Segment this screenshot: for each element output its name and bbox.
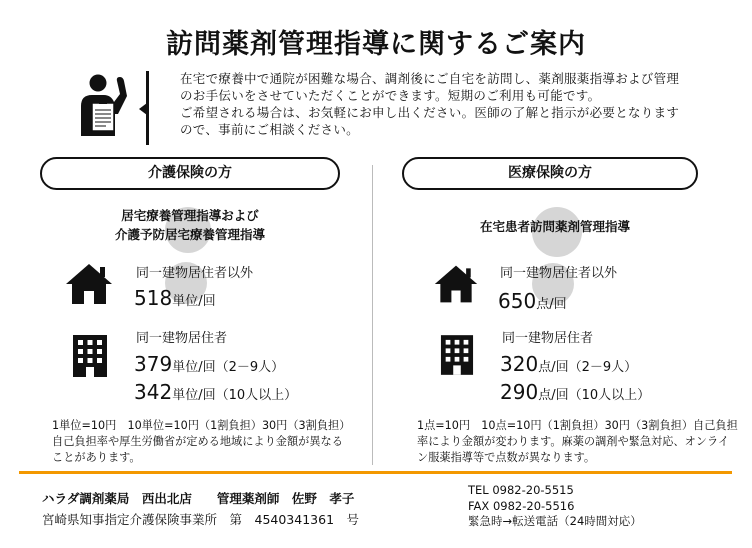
care-price-value: 379 <box>134 352 173 376</box>
pharmacist-icon <box>78 72 140 138</box>
column-divider <box>372 165 373 465</box>
medical-price-other-residents <box>498 289 567 313</box>
apartment-building-icon <box>440 334 474 376</box>
care-service-name <box>70 206 310 244</box>
tel-number: TEL 0982-20-5515 <box>468 483 574 497</box>
page-title: 訪問薬剤管理指導に関するご案内 <box>166 29 586 60</box>
emergency-contact: 緊急時→転送電話（24時間対応） <box>468 514 642 528</box>
medical-price-10-plus-people <box>500 380 650 404</box>
medical-price-unit: 点/回 <box>536 297 567 312</box>
medical-insurance-heading: 医療保険の方 <box>402 157 698 190</box>
care-insurance-heading: 介護保険の方 <box>40 157 340 190</box>
house-icon <box>433 263 479 305</box>
apartment-building-icon <box>72 334 108 378</box>
medical-label-same-building: 同一建物居住者 <box>502 331 594 346</box>
intro-paragraph-1: 在宅で療養中で通院が困難な場合、調剤後にご自宅を訪問し、薬剤服薬指導および管理のお手伝いをさせていただくことができます。短期のご利用も可能です。 <box>180 71 680 103</box>
pharmacy-name: ハラダ調剤薬局 西出北店 管理薬剤師 佐野 孝子 <box>42 491 355 506</box>
contact-info <box>468 483 642 530</box>
care-price-10-plus-people <box>134 380 297 404</box>
intro-text <box>180 70 680 138</box>
care-price-2-9-people <box>134 352 284 376</box>
footer-accent-rule <box>19 471 732 474</box>
care-price-value: 342 <box>134 380 173 404</box>
medical-footnote: 1点=10円 10点=10円（1割負担）30円（3割負担）自己負担率により金額が変わります。麻薬の調剤や緊急対応、オンライン服薬指導等で点数が異なります。 <box>417 419 738 464</box>
medical-price-unit: 点/回（10人以上） <box>538 388 651 403</box>
medical-price-value: 650 <box>498 289 537 313</box>
intro-paragraph-2: ご希望される場合は、お気軽にお申し出ください。医師の了解と指示が必要となりますので、事前にご相談ください。 <box>180 105 680 137</box>
care-price-unit: 単位/回（2－9人） <box>172 360 285 375</box>
care-label-other-residents: 同一建物居住者以外 <box>136 266 254 281</box>
intro-divider-notch <box>139 103 147 115</box>
care-price-value: 518 <box>134 286 173 310</box>
care-service-line-2: 介護予防居宅療養管理指導 <box>114 227 265 242</box>
care-footnote: 1単位=10円 10単位=10円（1割負担）30円（3割負担）自己負担率や厚生労働省が定める地域により金額が異なることがあります。 <box>52 419 351 464</box>
care-price-unit: 単位/回（10人以上） <box>172 388 298 403</box>
house-icon <box>64 262 114 306</box>
license-number: 宮崎県知事指定介護保険事業所 第 4540341361 号 <box>42 512 360 527</box>
medical-price-value: 320 <box>500 352 539 376</box>
care-price-other-residents <box>134 286 216 310</box>
medical-price-value: 290 <box>500 380 539 404</box>
fax-number: FAX 0982-20-5516 <box>468 498 575 513</box>
medical-service-name: 在宅患者訪問薬剤管理指導 <box>479 219 630 234</box>
care-price-unit: 単位/回 <box>172 294 216 309</box>
medical-price-unit: 点/回（2－9人） <box>538 360 638 375</box>
medical-label-other-residents: 同一建物居住者以外 <box>500 266 618 281</box>
care-service-line-1: 居宅療養管理指導および <box>121 208 259 223</box>
medical-price-2-9-people <box>500 352 637 376</box>
care-label-same-building: 同一建物居住者 <box>136 331 228 346</box>
